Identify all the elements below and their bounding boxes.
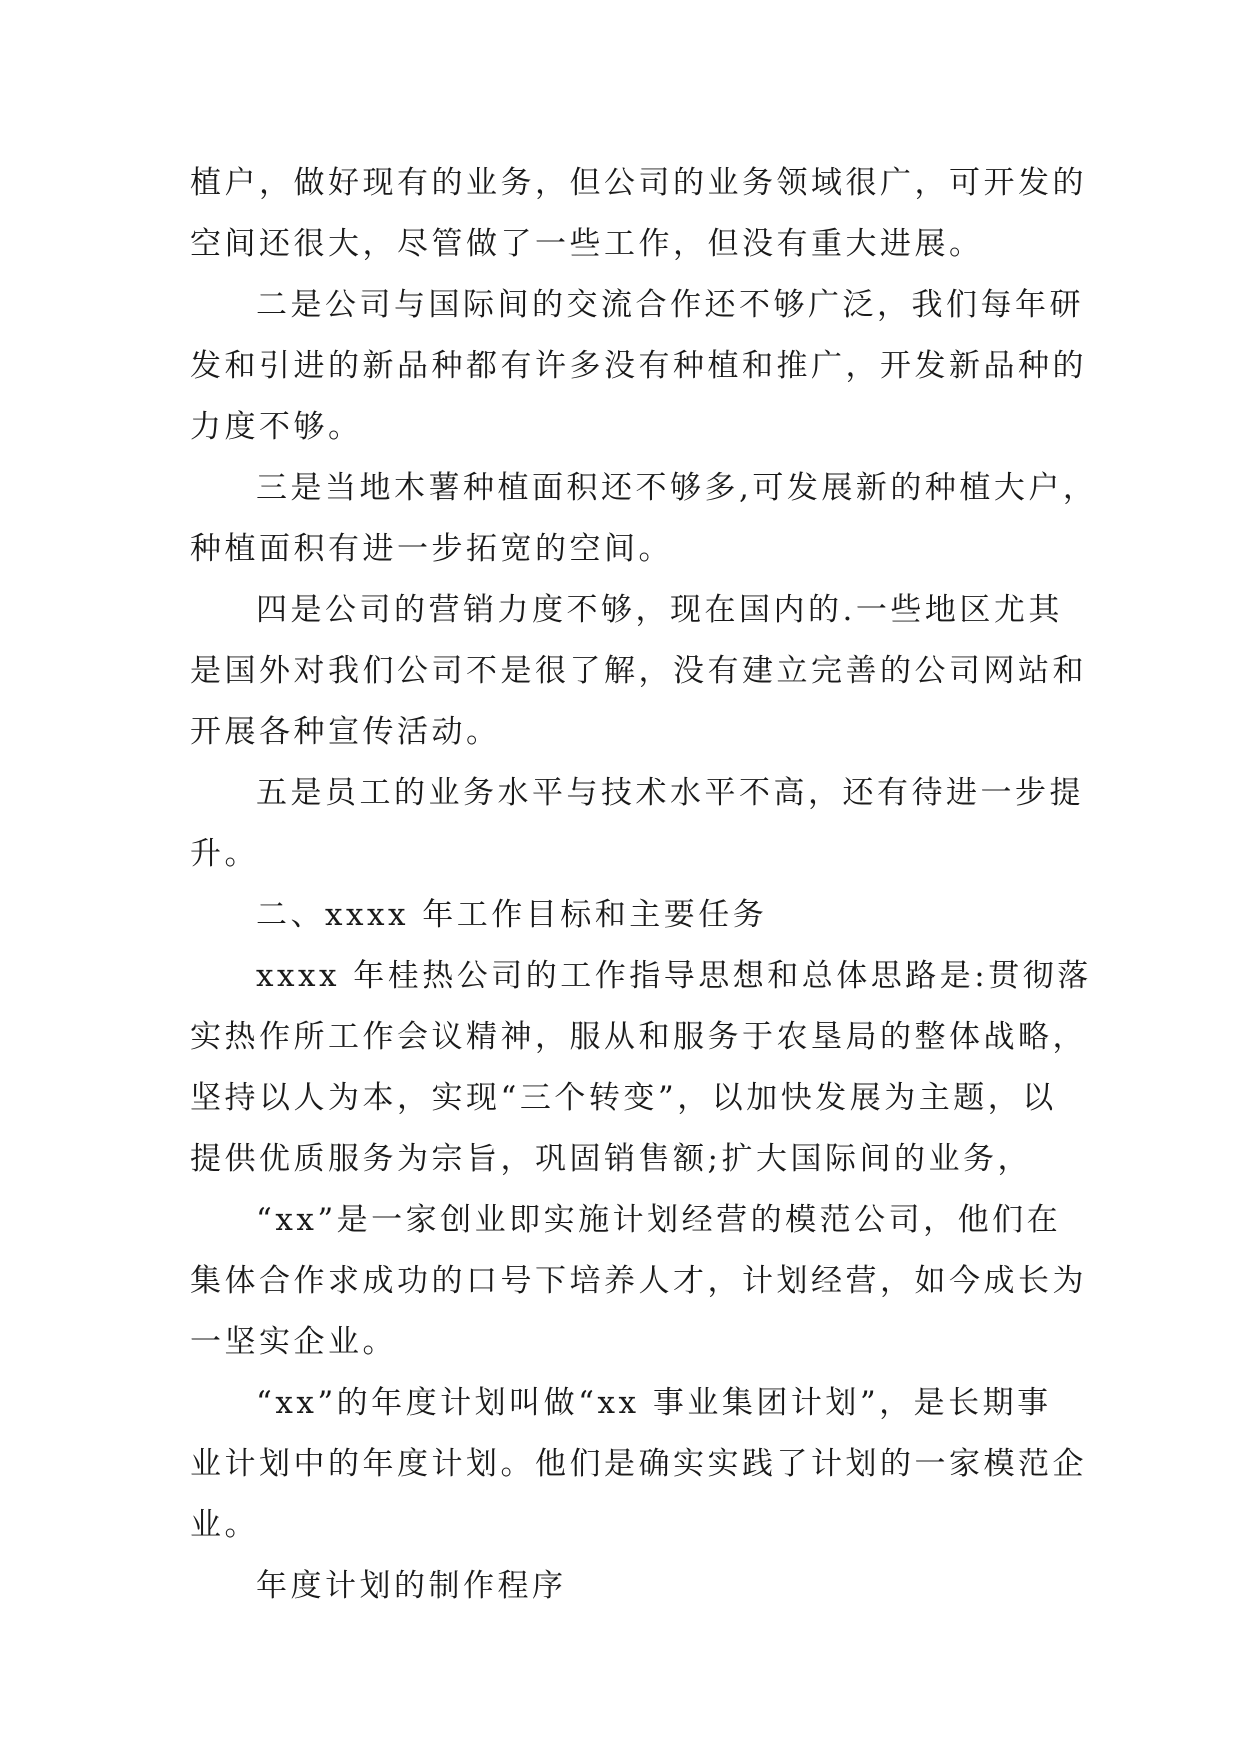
text-line: 年度计划的制作程序	[256, 1568, 567, 1604]
text-line: 力度不够。	[190, 409, 363, 445]
text-line: 五是员工的业务水平与技术水平不高，还有待进一步提	[256, 775, 1084, 811]
text-line: 植户，做好现有的业务，但公司的业务领域很广，可开发的	[190, 165, 1087, 201]
text-line: 提供优质服务为宗旨，巩固销售额;扩大国际间的业务，	[190, 1141, 1032, 1177]
text-line: 业计划中的年度计划。他们是确实实践了计划的一家模范企	[190, 1446, 1087, 1482]
text-line: 业。	[190, 1507, 259, 1543]
section-heading-goals	[190, 885, 1050, 946]
paragraph-model-company	[190, 1190, 1087, 1373]
paragraph-international-cooperation	[190, 275, 1087, 458]
text-line: 种植面积有进一步拓宽的空间。	[190, 531, 673, 567]
text-line: 实热作所工作会议精神，服从和服务于农垦局的整体战略，	[190, 1019, 1087, 1055]
document-body	[190, 153, 1098, 1617]
text-line: 三是当地木薯种植面积还不够多,可发展新的种植大户，	[256, 470, 1098, 506]
text-line: 二是公司与国际间的交流合作还不够广泛，我们每年研	[256, 287, 1084, 323]
text-line: 一坚实企业。	[190, 1324, 397, 1360]
paragraph-planting-area	[190, 458, 1098, 580]
text-line: 四是公司的营销力度不够，现在国内的.一些地区尤其	[256, 592, 1063, 628]
paragraph-plan-procedure	[190, 1556, 1050, 1617]
text-line: 是国外对我们公司不是很了解，没有建立完善的公司网站和	[190, 653, 1087, 689]
text-line: xxxx 年桂热公司的工作指导思想和总体思路是:贯彻落	[256, 958, 1092, 994]
text-line: 坚持以人为本，实现“三个转变”，以加快发展为主题，以	[190, 1080, 1057, 1116]
text-line: 升。	[190, 836, 259, 872]
text-line: 开展各种宣传活动。	[190, 714, 501, 750]
paragraph-guiding-thought	[190, 946, 1092, 1190]
text-line: 发和引进的新品种都有许多没有种植和推广，开发新品种的	[190, 348, 1087, 384]
paragraph-staff-skills	[190, 763, 1084, 885]
paragraph-business-scope	[190, 153, 1087, 275]
text-line: 集体合作求成功的口号下培养人才，计划经营，如今成长为	[190, 1263, 1087, 1299]
text-line: 空间还很大，尽管做了一些工作，但没有重大进展。	[190, 226, 984, 262]
section-heading: 二、xxxx 年工作目标和主要任务	[256, 897, 768, 933]
text-line: “xx”的年度计划叫做“xx 事业集团计划”，是长期事	[256, 1385, 1052, 1421]
paragraph-marketing	[190, 580, 1087, 763]
text-line: “xx”是一家创业即实施计划经营的模范公司，他们在	[256, 1202, 1062, 1238]
paragraph-annual-plan	[190, 1373, 1087, 1556]
